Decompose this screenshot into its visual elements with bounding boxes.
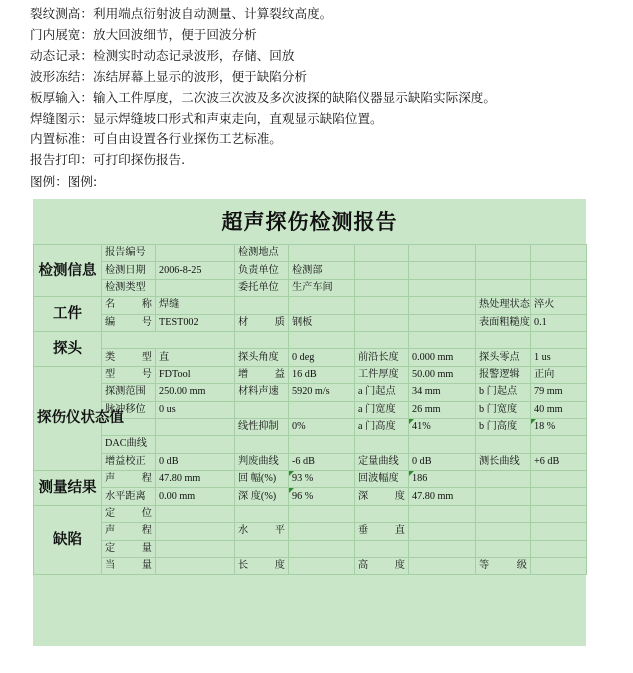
velocity-label: 材料声速 <box>235 384 289 401</box>
gain-value: 16 dB <box>289 366 355 383</box>
probe-angle-label: 探头角度 <box>235 349 289 366</box>
depth-pct-value: 96 % <box>289 488 355 505</box>
height-label: 高 度 <box>355 558 409 575</box>
code-label: 编 号 <box>102 314 156 331</box>
a-gate-width-value: 26 mm <box>409 401 476 418</box>
location-value <box>289 245 355 262</box>
type-value <box>156 279 235 296</box>
depth-value: 47.80 mm <box>409 488 476 505</box>
feature-line: 内置标准：可自由设置各行业探伤工艺标准。 <box>30 131 282 147</box>
name-value: 焊缝 <box>156 297 235 314</box>
section-instrument-values: 探伤仪状态值 <box>34 366 102 470</box>
amplitude-pct-label: 回 幅(%) <box>235 471 289 488</box>
name-label: 名 称 <box>102 297 156 314</box>
probe-zero-label: 探头零点 <box>476 349 531 366</box>
material-value: 钢板 <box>289 314 355 331</box>
defect-sound-path-label: 声 程 <box>102 523 156 540</box>
b-gate-height-label: b 门高度 <box>476 418 531 435</box>
probe-zero-value: 1 us <box>531 349 587 366</box>
feature-line: 动态记录：检测实时动态记录波形，存储、回放 <box>30 47 295 63</box>
front-length-label: 前沿长度 <box>355 349 409 366</box>
unit-value: 检测部 <box>289 262 355 279</box>
client-value: 生产车间 <box>289 279 355 296</box>
reject-curve-label: 判废曲线 <box>235 453 289 470</box>
depth-label: 深 度 <box>355 488 409 505</box>
figure-label: 图例：图例: <box>30 174 98 190</box>
model-label: 型 号 <box>102 366 156 383</box>
table-row <box>34 297 587 314</box>
locate-label: 定 位 <box>102 505 156 522</box>
measure-curve-label: 测长曲线 <box>476 453 531 470</box>
pulse-shift-value: 0 us <box>156 401 235 418</box>
a-gate-start-label: a 门起点 <box>355 384 409 401</box>
section-inspection-info: 检测信息 <box>34 245 102 297</box>
table-row <box>34 488 587 505</box>
reject-curve-value: -6 dB <box>289 453 355 470</box>
table-row <box>34 471 587 488</box>
b-gate-width-label: b 门宽度 <box>476 401 531 418</box>
feature-line: 波形冻结：冻结屏幕上显示的波形，便于缺陷分析 <box>30 68 308 84</box>
probe-type-value: 直 <box>156 349 235 366</box>
report-table <box>33 244 587 575</box>
table-row <box>34 453 587 470</box>
gain-correction-value: 0 dB <box>156 453 235 470</box>
material-label: 材 质 <box>235 314 289 331</box>
depth-pct-label: 深 度(%) <box>235 488 289 505</box>
code-value: TEST002 <box>156 314 235 331</box>
amplitude-pct-value: 93 % <box>289 471 355 488</box>
dac-curve-label: DAC曲线 <box>102 436 156 453</box>
alarm-value: 正向 <box>531 366 587 383</box>
section-workpiece: 工件 <box>34 297 102 332</box>
feature-line: 报告打印：可打印探伤报告. <box>30 152 186 168</box>
section-probe: 探头 <box>34 331 102 366</box>
sound-path-label: 声 程 <box>102 471 156 488</box>
table-row <box>34 314 587 331</box>
table-row <box>34 384 587 401</box>
report-no-label: 报告编号 <box>102 245 156 262</box>
vertical-label: 垂 直 <box>355 523 409 540</box>
gain-correction-label: 增益校正 <box>102 453 156 470</box>
table-row <box>34 279 587 296</box>
horizontal-distance-label: 水平距离 <box>102 488 156 505</box>
horizontal-distance-value: 0.00 mm <box>156 488 235 505</box>
echo-amplitude-value: 186 <box>409 471 476 488</box>
report-no-value <box>156 245 235 262</box>
velocity-value: 5920 m/s <box>289 384 355 401</box>
a-gate-start-value: 34 mm <box>409 384 476 401</box>
table-row <box>34 349 587 366</box>
section-defect: 缺陷 <box>34 505 102 575</box>
table-row <box>34 245 587 262</box>
heat-value: 淬火 <box>531 297 587 314</box>
linear-reject-label: 线性抑制 <box>235 418 289 435</box>
quantify-label: 定 量 <box>102 540 156 557</box>
a-gate-width-label: a 门宽度 <box>355 401 409 418</box>
type-label: 检测类型 <box>102 279 156 296</box>
table-row <box>34 401 587 418</box>
thickness-value: 50.00 mm <box>409 366 476 383</box>
selected-cell[interactable] <box>102 331 235 348</box>
b-gate-start-value: 79 mm <box>531 384 587 401</box>
section-results: 测量结果 <box>34 471 102 506</box>
heat-label: 热处理状态 <box>476 297 531 314</box>
unit-label: 负责单位 <box>235 262 289 279</box>
alarm-label: 报警逻辑 <box>476 366 531 383</box>
table-row <box>34 558 587 575</box>
feature-line: 板厚输入：输入工件厚度，二次波三次波及多次波探的缺陷仪器显示缺陷实际深度。 <box>30 89 496 105</box>
length-label: 长 度 <box>235 558 289 575</box>
linear-reject-value: 0% <box>289 418 355 435</box>
b-gate-height-value: 18 % <box>531 418 587 435</box>
quant-curve-label: 定量曲线 <box>355 453 409 470</box>
a-gate-height-label: a 门高度 <box>355 418 409 435</box>
a-gate-height-value: 41% <box>409 418 476 435</box>
table-row <box>34 523 587 540</box>
roughness-value: 0.1 <box>531 314 587 331</box>
feature-list <box>0 0 633 171</box>
ultrasonic-report <box>33 199 586 646</box>
sound-path-value: 47.80 mm <box>156 471 235 488</box>
feature-line: 门内展宽：放大回波细节，便于回波分析 <box>30 26 257 42</box>
feature-line: 焊缝图示：显示焊缝坡口形式和声束走向，直观显示缺陷位置。 <box>30 110 383 126</box>
probe-type-label: 类 型 <box>102 349 156 366</box>
b-gate-start-label: b 门起点 <box>476 384 531 401</box>
grade-label: 等 级 <box>476 558 531 575</box>
roughness-label: 表面粗糙度 <box>476 314 531 331</box>
table-row <box>34 436 587 453</box>
measure-curve-value: +6 dB <box>531 453 587 470</box>
client-label: 委托单位 <box>235 279 289 296</box>
range-value: 250.00 mm <box>156 384 235 401</box>
equivalent-label: 当 量 <box>102 558 156 575</box>
report-title: 超声探伤检测报告 <box>221 209 398 234</box>
table-row <box>34 331 587 348</box>
location-label: 检测地点 <box>235 245 289 262</box>
range-label: 探测范围 <box>102 384 156 401</box>
thickness-label: 工件厚度 <box>355 366 409 383</box>
table-row <box>34 540 587 557</box>
date-label: 检测日期 <box>102 262 156 279</box>
probe-angle-value: 0 deg <box>289 349 355 366</box>
table-row <box>34 505 587 522</box>
echo-amplitude-label: 回波幅度 <box>355 471 409 488</box>
table-row <box>34 262 587 279</box>
front-length-value: 0.000 mm <box>409 349 476 366</box>
feature-line: 裂纹测高：利用端点衍射波自动测量、计算裂纹高度。 <box>30 6 333 21</box>
gain-label: 增 益 <box>235 366 289 383</box>
date-value: 2006-8-25 <box>156 262 235 279</box>
b-gate-width-value: 40 mm <box>531 401 587 418</box>
quant-curve-value: 0 dB <box>409 453 476 470</box>
horizontal-label: 水 平 <box>235 523 289 540</box>
table-row <box>34 366 587 383</box>
model-value: FDTool <box>156 366 235 383</box>
pulse-shift-label: 脉冲移位 <box>102 401 156 418</box>
